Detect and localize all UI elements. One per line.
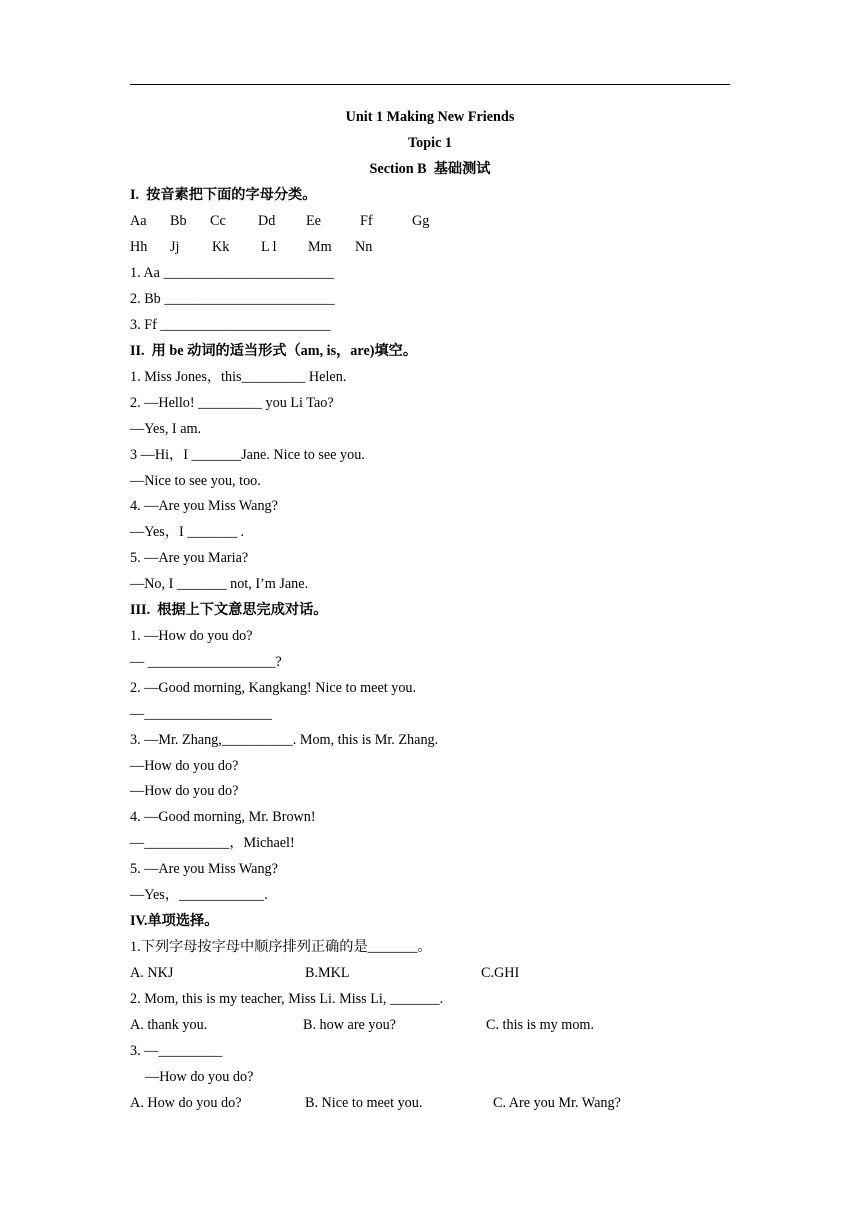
part2-line: 5. —Are you Maria?	[130, 550, 249, 566]
part4-q3: 3. —_________	[130, 1043, 223, 1059]
part3-line: 5. —Are you Miss Wang?	[130, 861, 278, 877]
part1-heading: I. 按音素把下面的字母分类。	[130, 187, 317, 203]
letter-cell: Cc	[210, 213, 226, 229]
letter-cell: Nn	[355, 239, 373, 255]
part3-line: 3. —Mr. Zhang,__________. Mom, this is Mr. Zhang.	[130, 732, 439, 748]
option-c: C.GHI	[481, 965, 520, 981]
letters-row-1	[130, 212, 730, 230]
letter-cell: Bb	[170, 213, 187, 229]
letter-cell: Jj	[170, 239, 180, 255]
part2-line: —Yes, I am.	[130, 421, 202, 437]
option-c: C. Are you Mr. Wang?	[493, 1095, 621, 1111]
option-b: B. Nice to meet you.	[305, 1095, 423, 1111]
part2-line: 4. —Are you Miss Wang?	[130, 498, 278, 514]
letter-cell: Kk	[212, 239, 230, 255]
part3-line: —__________________	[130, 706, 272, 722]
letter-cell: Ff	[360, 213, 373, 229]
part1-q1: 1. Aa ________________________	[130, 265, 334, 281]
part2-line: —Nice to see you, too.	[130, 473, 261, 489]
doc-topic: Topic 1	[407, 135, 453, 151]
part4-q3-options	[130, 1094, 730, 1112]
letter-cell: Aa	[130, 213, 147, 229]
option-b: B.MKL	[305, 965, 350, 981]
part3-line: —How do you do?	[130, 783, 239, 799]
letter-cell: L l	[261, 239, 277, 255]
part3-line: 1. —How do you do?	[130, 628, 253, 644]
part2-line: —Yes，I _______ .	[130, 524, 245, 540]
part3-line: — __________________?	[130, 654, 282, 670]
part3-line: —Yes，____________.	[130, 887, 268, 903]
header-rule	[130, 84, 730, 85]
part1-q3: 3. Ff ________________________	[130, 317, 331, 333]
part4-heading: IV.单项选择。	[130, 913, 219, 929]
part4-q1-options	[130, 964, 730, 982]
option-a: A. How do you do?	[130, 1095, 242, 1111]
doc-section: Section B 基础测试	[369, 161, 491, 177]
part4-q2-options	[130, 1016, 730, 1034]
letters-row-2	[130, 238, 730, 256]
doc-title: Unit 1 Making New Friends	[345, 109, 515, 125]
option-c: C. this is my mom.	[486, 1017, 594, 1033]
part4-q1: 1.下列字母按字母中顺序排列正确的是_______。	[130, 939, 432, 955]
part3-heading: III. 根据上下文意思完成对话。	[130, 602, 328, 618]
part4-q2: 2. Mom, this is my teacher, Miss Li. Miss Li, _______.	[130, 991, 444, 1007]
part2-line: 1. Miss Jones，this_________ Helen.	[130, 369, 347, 385]
part3-line: —____________，Michael!	[130, 835, 295, 851]
letter-cell: Dd	[258, 213, 276, 229]
part2-heading: II. 用 be 动词的适当形式（am, is，are)填空。	[130, 343, 418, 359]
letter-cell: Mm	[308, 239, 332, 255]
letter-cell: Ee	[306, 213, 321, 229]
part3-line: 4. —Good morning, Mr. Brown!	[130, 809, 316, 825]
option-b: B. how are you?	[303, 1017, 396, 1033]
letter-cell: Hh	[130, 239, 148, 255]
part1-q2: 2. Bb ________________________	[130, 291, 335, 307]
part4-q3-reply: —How do you do?	[145, 1069, 254, 1085]
part2-line: 2. —Hello! _________ you Li Tao?	[130, 395, 334, 411]
part2-line: —No, I _______ not, I’m Jane.	[130, 576, 309, 592]
part2-line: 3 —Hi，I _______Jane. Nice to see you.	[130, 447, 365, 463]
letter-cell: Gg	[412, 213, 430, 229]
option-a: A. thank you.	[130, 1017, 208, 1033]
option-a: A. NKJ	[130, 965, 174, 981]
part3-line: 2. —Good morning, Kangkang! Nice to meet you.	[130, 680, 417, 696]
part3-line: —How do you do?	[130, 758, 239, 774]
